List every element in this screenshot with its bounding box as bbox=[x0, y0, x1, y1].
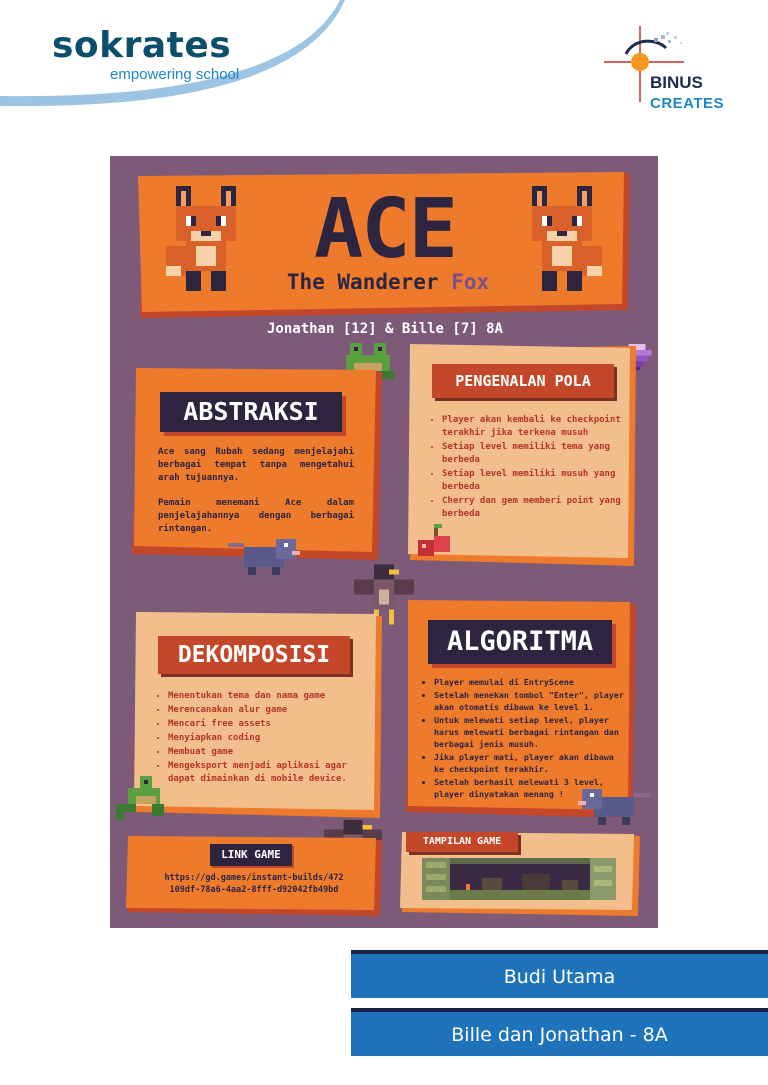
list-item: • Setiap level memiliki tema yang berbeda bbox=[442, 441, 624, 467]
pengenalan-pola-list bbox=[432, 414, 624, 522]
dekomposisi-heading: DEKOMPOSISI bbox=[158, 636, 350, 674]
subtitle-main: The Wanderer bbox=[286, 270, 452, 294]
abstraksi-heading: ABSTRAKSI bbox=[160, 392, 342, 432]
link-game-heading: LINK GAME bbox=[210, 844, 292, 866]
pengenalan-pola-heading: PENGENALAN POLA bbox=[432, 364, 614, 398]
game-subtitle bbox=[258, 269, 518, 295]
abstraksi-text bbox=[158, 446, 354, 548]
authors-line: Jonathan [12] & Bille [7] 8A bbox=[266, 321, 503, 337]
list-item: • Menyiapkan coding bbox=[168, 732, 368, 745]
algoritma-list bbox=[424, 676, 624, 801]
link-game-panel bbox=[126, 836, 382, 916]
binus-logo-text: BINUS bbox=[650, 73, 703, 92]
sokrates-tagline: empowering school bbox=[110, 66, 240, 83]
dekomposisi-list bbox=[158, 690, 368, 787]
game-title: ACE bbox=[313, 182, 457, 277]
frog-jumping-sprite-icon bbox=[116, 776, 168, 824]
list-item: • Mengeksport menjadi aplikasi agar dapat dimainkan di mobile device. bbox=[168, 760, 368, 786]
list-item: • Merencanakan alur game bbox=[168, 704, 368, 717]
tampilan-game-panel bbox=[400, 832, 640, 916]
abstraksi-panel bbox=[132, 368, 382, 560]
list-item: • Mencari free assets bbox=[168, 718, 368, 731]
students-name-bar: Bille dan Jonathan - 8A bbox=[351, 1008, 768, 1056]
game-screenshot bbox=[422, 858, 616, 900]
abstraksi-paragraph: Ace sang Rubah sedang menjelajahi berbagai tempat tanpa mengetahui arah tujuannya. bbox=[158, 447, 354, 483]
list-item: • Untuk melewati setiap level, player harus melewati berbagai rintangan dan berbagai jenis musuh. bbox=[434, 714, 624, 750]
game-poster bbox=[110, 156, 658, 928]
subtitle-fox: Fox bbox=[451, 270, 490, 294]
sokrates-logo bbox=[52, 26, 252, 84]
algoritma-heading: ALGORITMA bbox=[428, 620, 612, 664]
opossum-sprite-icon bbox=[228, 534, 300, 580]
opossum-sprite-right-icon bbox=[578, 784, 650, 830]
list-item: • Menentukan tema dan nama game bbox=[168, 690, 368, 703]
creates-logo-text: CREATES bbox=[650, 95, 725, 112]
list-item: • Cherry dan gem memberi point yang berbeda bbox=[442, 495, 624, 521]
list-item: • Player akan kembali ke checkpoint terakhir jika terkena musuh bbox=[442, 414, 624, 440]
abstraksi-paragraph: Pemain menemani Ace dalam penjelajahannya dengan berbagai rintangan. bbox=[158, 498, 354, 534]
game-link[interactable]: https://gd.games/instant-builds/472109df-78a6-4aa2-8fff-d92042fb49bd bbox=[164, 873, 344, 895]
list-item: • Setelah menekan tombol "Enter", player akan otomatis dibawa ke level 1. bbox=[434, 689, 624, 713]
sokrates-logo-text: sokrates bbox=[52, 25, 232, 66]
list-item: • Setelah berhasil melewati 3 level, player dinyatakan menang ! bbox=[434, 776, 624, 800]
fox-sprite-left-icon bbox=[166, 186, 246, 296]
dekomposisi-panel bbox=[134, 612, 382, 818]
list-item: • Membuat game bbox=[168, 746, 368, 759]
list-item: • Jika player mati, player akan dibawa ke checkpoint terakhir. bbox=[434, 751, 624, 775]
cherry-icon bbox=[418, 524, 450, 556]
teacher-name-bar: Budi Utama bbox=[351, 950, 768, 998]
fox-sprite-right-icon bbox=[522, 186, 602, 296]
list-item: • Setiap level memiliki musuh yang berbeda bbox=[442, 468, 624, 494]
list-item: • Player memulai di EntryScene bbox=[434, 676, 624, 688]
tampilan-game-heading: TAMPILAN GAME bbox=[406, 832, 518, 852]
